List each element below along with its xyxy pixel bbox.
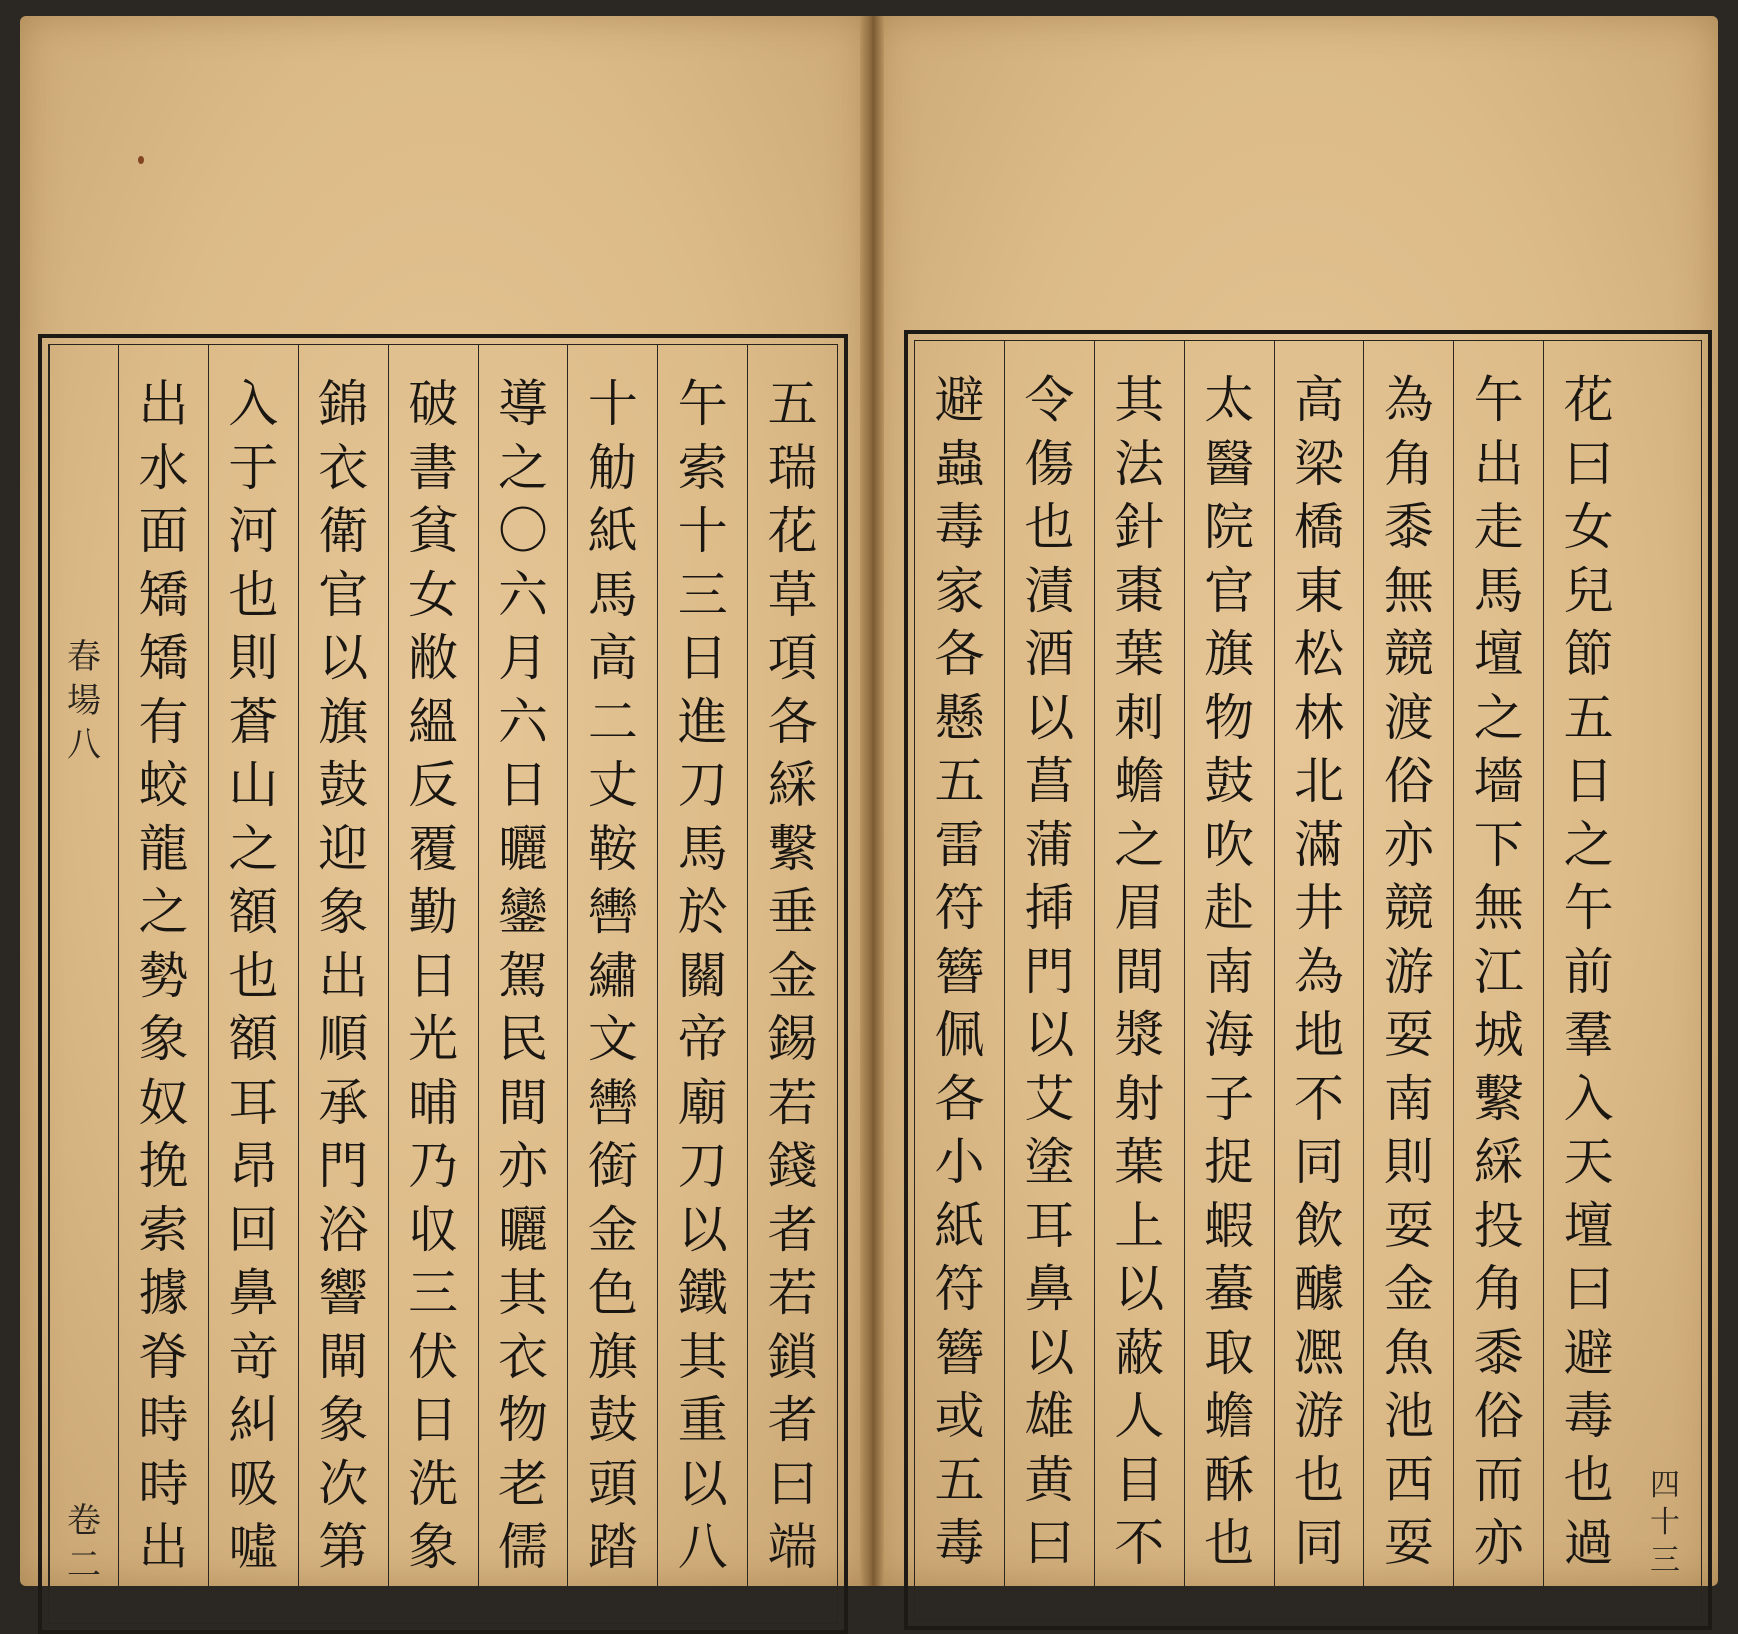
left-text-frame <box>38 334 848 1634</box>
margin-title: 春 場 八 <box>67 637 101 766</box>
text-column: 錦 衣 衛 官 以 旗 鼓 迎 象 出 順 承 門 浴 響 閘 象 次 第 <box>298 345 388 1623</box>
book-spread <box>14 10 1720 1600</box>
text-column: 入 于 河 也 則 蒼 山 之 額 也 額 耳 昂 回 鼻 竒 糾 吸 噓 <box>208 345 298 1623</box>
text-column: 破 書 貧 女 敝 縕 反 覆 勤 日 光 晡 乃 収 三 伏 日 洗 象 <box>388 345 478 1623</box>
text-column: 出 水 面 矯 矯 有 蛟 龍 之 勢 象 奴 挽 索 據 脊 時 時 出 <box>118 345 208 1623</box>
margin-volume-label: 卷 二 <box>67 1500 101 1585</box>
right-text-frame <box>904 330 1712 1630</box>
fold-margin-column <box>1633 341 1701 1619</box>
text-column: 避 蟲 毒 家 各 懸 五 雷 符 簪 佩 各 小 紙 符 簪 或 五 毒 <box>934 371 985 1572</box>
text-column: 導 之 〇 六 月 六 日 曬 鑾 駕 民 間 亦 曬 其 衣 物 老 儒 <box>478 345 568 1623</box>
text-column: 午 索 十 三 日 進 刀 馬 於 關 帝 廟 刀 以 鐵 其 重 以 八 <box>657 345 747 1623</box>
text-column: 花 曰 女 兒 節 五 日 之 午 前 羣 入 天 壇 曰 避 毒 也 過 <box>1543 341 1633 1619</box>
text-column: 太 醫 院 官 旗 物 鼓 吹 赴 南 海 子 捉 蝦 蟇 取 蟾 酥 也 <box>1184 341 1274 1619</box>
page-number: 四 十 三 <box>1650 1467 1680 1578</box>
text-column: 五 瑞 花 草 項 各 綵 繫 垂 金 錫 若 錢 者 若 鎖 者 曰 端 <box>747 345 837 1623</box>
fold-margin-column <box>49 345 118 1623</box>
text-column: 高 梁 橋 東 松 林 北 滿 井 為 地 不 同 飲 醵 凞 游 也 同 <box>1274 341 1364 1619</box>
text-column: 令 傷 也 漬 酒 以 菖 蒲 揷 門 以 艾 塗 耳 鼻 以 雄 黄 曰 <box>1004 341 1094 1619</box>
text-column: 十 觔 紙 馬 高 二 丈 鞍 轡 繡 文 轡 銜 金 色 旗 鼓 頭 踏 <box>567 345 657 1623</box>
text-column: 其 法 針 棗 葉 刺 蟾 之 眉 間 漿 射 葉 上 以 蔽 人 目 不 <box>1094 341 1184 1619</box>
text-column: 為 角 黍 無 競 渡 俗 亦 競 游 耍 南 則 耍 金 魚 池 西 耍 <box>1363 341 1453 1619</box>
text-column: 午 出 走 馬 壇 之 墻 下 無 江 城 繫 綵 投 角 黍 俗 而 亦 <box>1453 341 1543 1619</box>
ink-spot <box>138 156 144 164</box>
book-gutter <box>860 16 884 1586</box>
